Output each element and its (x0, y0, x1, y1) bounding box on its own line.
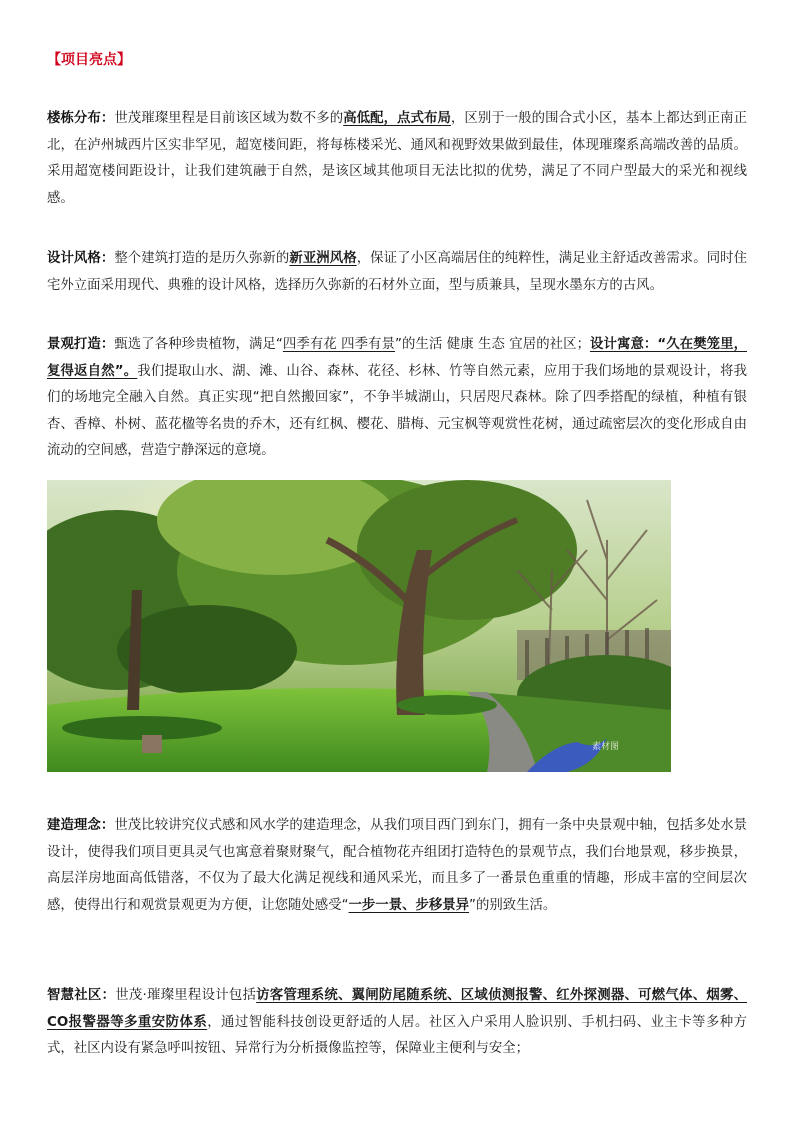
emphasis-text: 设计寓意：“久在樊笼里，复得返自然”。 (47, 337, 747, 379)
paragraph-text: 世茂·璀璨里程设计包括 (115, 988, 257, 1003)
paragraph-text: ，通过智能科技创设更舒适的人居。社区入户采用人脸识别、手机扫码、业主卡等多种方式，社区内设有紧急呼叫按钮、异常行为分析摄像监控等，保障业主便利与安全； (47, 1014, 747, 1057)
park-illustration (47, 480, 671, 772)
paragraph-text: 世茂比较讲究仪式感和风水学的建造理念，从我们项目西门到东门，拥有一条中央景观中轴，包括多处水景设计，使得我们项目更具灵气也寓意着聚财聚气，配合植物花卉组团打造特色的景观节点，我们台地景观，移步换景，高层洋房地面高低错落，不仅为了最大化满足视线和通风采光，而且多了一番景色重重的情趣，形成丰富的空间层次感，使得出行和观赏景观更为方便，让您随处感受“ (47, 818, 748, 913)
paragraph-building-layout (47, 106, 747, 212)
photo-watermark: 素材图 (591, 742, 619, 752)
landscape-photo (47, 480, 671, 772)
paragraph-label: 景观打造： (47, 337, 115, 352)
paragraph-label: 设计风格： (47, 251, 115, 266)
paragraph-text: 甄选了各种珍贵植物，满足“ (114, 337, 283, 352)
paragraph-label: 智慧社区： (47, 988, 116, 1003)
paragraph-smart-community (47, 983, 747, 1063)
emphasis-text: 一步一景、步移景异 (348, 897, 470, 913)
emphasis-text: 新亚洲风格 (289, 251, 357, 266)
paragraph-text: ”的别致生活。 (469, 897, 557, 913)
paragraph-construction-concept (47, 813, 747, 919)
paragraph-design-style (47, 246, 747, 299)
emphasis-text: 访客管理系统、翼闸防尾随系统、区域侦测报警、红外探测器、可燃气体、烟雾、CO报警器等多重安防体系 (47, 988, 748, 1030)
paragraph-text: ，区别于一般的围合式小区，基本上都达到正南正北，在泸州城西片区实非罕见，超宽楼间距，将每栋楼采光、通风和视野效果做到最佳，体现璀璨系高端改善的品质。采用超宽楼间距设计，让我们建筑融于自然，是该区域其他项目无法比拟的优势，满足了不同户型最大的采光和视线感。 (47, 111, 748, 206)
paragraph-label: 建造理念： (47, 818, 115, 833)
paragraph-text: 我们提取山水、湖、滩、山谷、森林、花径、杉林、竹等自然元素，应用于我们场地的景观设计，将我们的场地完全融入自然。真正实现“把自然搬回家”，不争半城湖山，只居咫尺森林。除了四季搭配的绿植，种植有银杏、香樟、朴树、蓝花楹等名贵的乔木，还有红枫、樱花、腊梅、元宝枫等观赏性花树，通过疏密层次的变化形成自由流动的空间感，营造宁静深远的意境。 (47, 363, 747, 459)
underlined-text: 四季有花 四季有景 (282, 337, 395, 352)
paragraph-text: 整个建筑打造的是历久弥新的 (114, 251, 290, 266)
paragraph-text: ”的生活 健康 生态 宜居的社区； (395, 337, 590, 352)
paragraph-label: 楼栋分布： (47, 111, 115, 126)
paragraph-text: ，保证了小区高端居住的纯粹性，满足业主舒适改善需求。同时住宅外立面采用现代、典雅的设计风格，选择历久弥新的石材外立面，型与质兼具，呈现水墨东方的古风。 (47, 251, 748, 293)
section-title: 【项目亮点】 (47, 52, 131, 68)
paragraph-text: 世茂璀璨里程是目前该区域为数不多的 (114, 111, 344, 126)
paragraph-landscape (47, 332, 747, 465)
emphasis-text: 高低配，点式布局 (343, 111, 451, 126)
